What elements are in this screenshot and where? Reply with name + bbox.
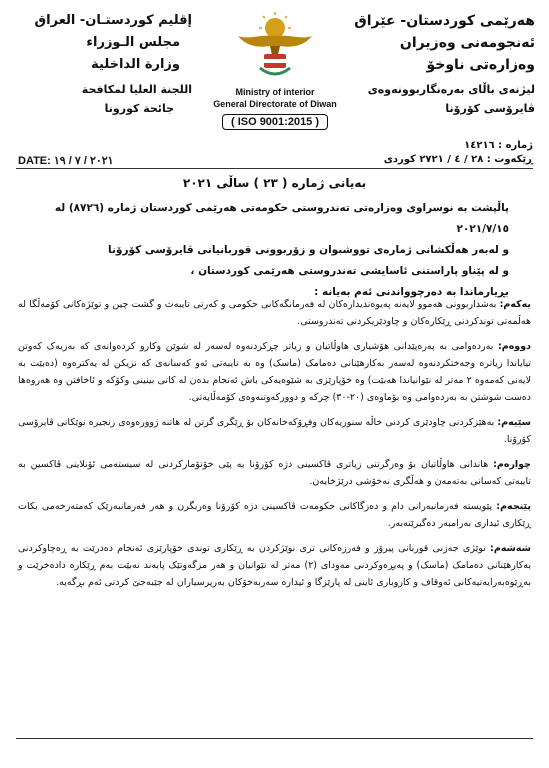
statement-body — [18, 296, 531, 599]
header-arabic-committee: اللجنة العليا لمكافحة — [81, 83, 192, 96]
header-center — [205, 86, 345, 130]
clause-text: بەردەوامی بە پەرەپێدانی هۆشیاری هاوڵاتیان و زیاتر چڕکردنەوە لەسەر لە شوێن وکارو کردەوانەی کە بەریەک کەوتن تیایاندا زیاترە وجەختکردنەوە لەسەر بەکارهێنانی دەمامک (ماسک) وە بە تایبەتی ئەو کەسانەی کە نزیکن لە یەکترەوە (دەبێت بە لایەنی کەمەوە ٢ مەتر لە نێوانیاندا هەبێت) وە خۆپارێزی بە شێوەیەکی باش ئەنجام بدەن لە کاتی بینینی وکۆکە و ئاخافتن وە هەروەها دەست شوشتن بە بەردەوامی وە بۆماوەی (٢٠-٣٠) چرکە و دوورکەوتنەوەی کۆمەڵایەتی. — [18, 341, 531, 403]
clause-5 — [18, 498, 531, 532]
clause-label: یەکەم: — [499, 299, 531, 310]
ministry-name-english: Ministry of interior — [235, 87, 315, 97]
date-row — [18, 154, 533, 168]
intro-line: و لە پێناو پاراستنی ئاسایشی تەندروستی هەرێمی کوردستان ، — [190, 265, 509, 277]
clause-3 — [18, 414, 531, 448]
header-arabic-region: إقليم كوردستـان- العراق — [34, 13, 192, 28]
clause-label: سێیەم: — [497, 417, 531, 428]
clause-text: نوێژی جەژنی قوربانی پیرۆز و فەرزەکانی تری نوێژکردن بە ڕێکاری توندی خۆپارێزی ئەنجام دەدرێت بە ڕەچاوکردنی بەکارهێنانی دەمامک (ماسک) و پەیڕەوکردنی مەودای (٢) مەتر لە نێوانیان و هەر مزگەوتێک پابەند نەبێت بەم ڕێکارە دادەخرێت و بەڕێوەبەرایەتیەکانی ئەوقاف و کاروباری ئاینی لە پارێزگا و ئیدارە سەربەخۆکان بەرپرسیاران لە جێبەجێ کردنی ئەم بڕگەیە. — [18, 543, 531, 588]
statement-title: بەیانی ژمارە ( ٢٣ ) ساڵی ٢٠٢١ — [182, 176, 367, 190]
header-arabic-council: مجلس الـوزراء — [86, 35, 180, 50]
intro-line: و لەبەر هەڵکشانی ژمارەی تووشبوان و زۆربوونی قوربانیانی ڤایرۆسی کۆرۆنا — [108, 244, 509, 256]
header-kurdish-corona: ڤایرۆسی کۆرۆنا — [445, 102, 535, 115]
clause-2 — [18, 338, 531, 406]
statement-intro — [18, 198, 531, 303]
document-number: ژمارە : ١٤٢١٦ — [464, 140, 533, 151]
clause-text: بەشداربوونی هەموو لایەنە پەیوەندیدارەکان لە فەرمانگەکانی حکومی و کەرتی تایبەت و گشت چین و توێژەکانی کۆمەڵگا لە هەڵمەتی توندکردنی ڕێکارەکان و چاودێریکردنی تەندروستی. — [18, 299, 531, 327]
header-kurdish-region: هەرێمی کوردستان- عێراق — [354, 13, 535, 29]
clause-label: چوارەم: — [493, 459, 531, 470]
clause-6 — [18, 540, 531, 591]
kurdistan-emblem-icon — [230, 6, 320, 86]
clause-text: پێویستە فەرمانبەرانی دام و دەزگاکانی حکومەت ڤاکسینی دژە کۆرۆنا وەربگرن و هەر فەرمانبەرێک کەمتەرخەمی بکات ڕێکاری ئیداری بەرامبەر دەگیرێتەبەر. — [18, 501, 531, 529]
iso-badge: ( ISO 9001:2015 ) — [222, 114, 328, 130]
intro-line: بڕیارماندا بە دەرچوواندنی ئەم بەیانە : — [314, 286, 509, 298]
header-arabic-corona: جائحة كورونا — [104, 102, 174, 115]
header-kurdish-committee: لیژنەی باڵای بەرەنگاربوونەوەی — [367, 83, 535, 96]
footer-divider — [16, 738, 533, 739]
header-kurdish-ministry: وەزارەتی ناوخۆ — [426, 57, 535, 73]
clause-text: هاندانی هاوڵاتیان بۆ وەرگرتنی زیاتری ڤاکسینی دژە کۆرۆنا بە پێی خۆتۆمارکردنی لە سیستەمی ئۆنلاینی ڤاکسین بە تایبەتی کەسانی بەتەمەن و هەڵگری نەخۆشی درێژخایەن. — [18, 459, 531, 487]
header-divider — [16, 168, 533, 169]
header-arabic — [22, 10, 192, 118]
clause-1 — [18, 296, 531, 330]
emblem-sun — [265, 18, 285, 38]
date-kurdish: ڕێکەوت : ٢٨ / ٤ / ٢٧٢١ كوردى — [383, 154, 533, 165]
header-arabic-ministry: وزارة الداخلية — [91, 57, 180, 72]
emblem-ribbon — [260, 68, 290, 74]
clause-label: شەشەم: — [490, 543, 531, 554]
intro-line: پاڵپشت بە نوسراوی وەزارەتی تەندروستی حکومەتی هەرێمی کوردستان ژمارە (٨٧٢٦) لە ٢٠٢١/٧/١٥ — [54, 202, 509, 235]
clause-4 — [18, 456, 531, 490]
clause-label: دووەم: — [497, 341, 531, 352]
date-english: DATE: ٢٠٢١ / ٧ / ١٩ — [18, 155, 114, 167]
header-kurdish — [335, 10, 535, 118]
clause-text: بەهێزکردنی چاودێری کردنی خاڵە سنوریەکان وفڕۆکەخانەکان بۆ ڕێگری گرتن لە هاتنە ژوورەوەی زنجیرە نوێکانی ڤایرۆسی کۆرۆنا. — [18, 417, 531, 445]
clause-label: پێنجەم: — [496, 501, 531, 512]
directorate-name-english: General Directorate of Diwan — [213, 99, 337, 109]
header-kurdish-council: ئەنجومەنی وەزیران — [399, 35, 535, 51]
